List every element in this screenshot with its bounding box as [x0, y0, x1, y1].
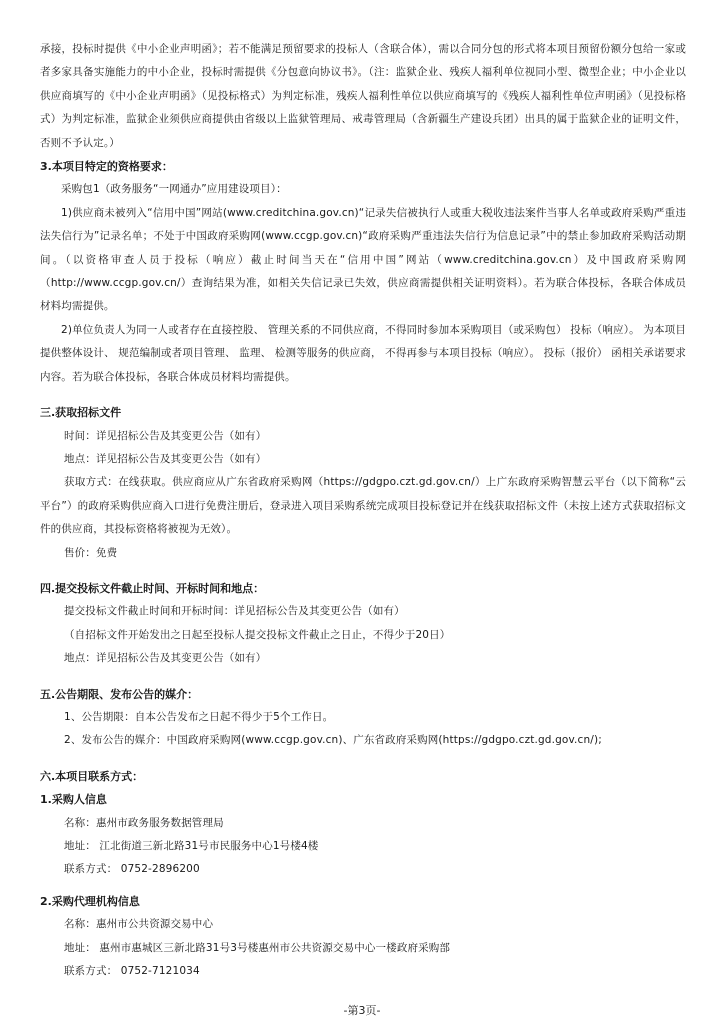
intro-paragraph: 承接，投标时提供《中小企业声明函》；若不能满足预留要求的投标人（含联合体），需以合同分包的形式将本项目预留份额分包给一家或者多家具备实施能力的中小企业，投标时需提供《分包意向协议书》。（注：监狱企业、残疾人福利单位视同小型、微型企业；中小企业以供应商填写的《中小企业声明函》（见投标格式）为判定标准，残疾人福利性单位以供应商填写的《残疾人福利性单位声明函》（见投标格式）为判定标准，监狱企业须供应商提供由省级以上监狱管理局、戒毒管理局（含新疆生产建设兵团）出具的属于监狱企业的证明文件，否则不予认定。） [40, 43, 686, 149]
buyer-phone: 联系方式： 0752-2896200 [64, 863, 200, 876]
requirement-1: 1)供应商未被列入“信用中国”网站(www.creditchina.gov.cn)“记录失信被执行人或重大税收违法案件当事人名单或政府采购严重违法失信行为”记录名单；不处于中国政府采购网(www.ccgp.gov.cn)“政府采购严重违法失信行为信息记录”中的禁止参加政府采购活动期间。（以资格审查人员于投标（响应）截止时间当天在“信用中国”网站（www.creditchina.gov.cn）及中国政府采购网（http://www.ccgp.gov.cn/）查询结果为准，如相关失信记录已失效，供应商需提供相关证明资料）。若为联合体投标，各联合体成员材料均需提供。 [40, 206, 686, 313]
agency-phone: 联系方式： 0752-7121034 [64, 965, 200, 978]
deadline-time: 提交投标文件截止时间和开标时间：详见招标公告及其变更公告（如有） [64, 605, 405, 618]
contact-heading: 六.本项目联系方式： [40, 769, 144, 783]
section-3-heading: 3.本项目特定的资格要求： [40, 160, 173, 174]
obtain-docs-heading: 三.获取招标文件 [40, 406, 122, 420]
obtain-method: 获取方式：在线获取。供应商应从广东省政府采购网（https://gdgpo.czt.gd.gov.cn/）上广东政府采购智慧云平台（以下简称“云平台”）的政府采购供应商入口进行免费注册后，登录进入项目采购系统完成项目投标登记并在线获取招标文件（未按上述方式获取招标文件的供应商，其投标资格将被视为无效）。 [40, 476, 686, 536]
notice-period: 1、公告期限：自本公告发布之日起不得少于5个工作日。 [64, 710, 334, 723]
page-content [40, 38, 686, 983]
agency-name: 名称：惠州市公共资源交易中心 [64, 918, 214, 931]
requirement-2: 2)单位负责人为同一人或者存在直接控股、 管理关系的不同供应商，不得同时参加本采购项目（或采购包） 投标（响应）。 为本项目提供整体设计、 规范编制或者项目管理、 监理、 检测等服务的供应商， 不得再参与本项目投标（响应）。 投标（报价） 函相关承诺要求内容。若为联合体投标，各联合体成员材料均需提供。 [40, 323, 686, 383]
buyer-heading: 1.采购人信息 [40, 793, 107, 807]
deadline-place: 地点：详见招标公告及其变更公告（如有） [64, 652, 267, 665]
page-number: -第3页- [343, 1004, 381, 1017]
obtain-price: 售价：免费 [64, 546, 118, 559]
obtain-time: 时间：详见招标公告及其变更公告（如有） [64, 429, 267, 442]
deadline-heading: 四.提交投标文件截止时间、开标时间和地点： [40, 581, 265, 595]
notice-heading: 五.公告期限、发布公告的媒介： [40, 687, 199, 701]
notice-media: 2、发布公告的媒介：中国政府采购网(www.ccgp.gov.cn)、广东省政府采购网(https://gdgpo.czt.gd.gov.cn/); [64, 734, 602, 747]
agency-address: 地址： 惠州市惠城区三新北路31号3号楼惠州市公共资源交易中心一楼政府采购部 [64, 941, 451, 954]
obtain-place: 地点：详见招标公告及其变更公告（如有） [64, 452, 267, 465]
buyer-address: 地址： 江北街道三新北路31号市民服务中心1号楼4楼 [64, 840, 319, 852]
buyer-name: 名称：惠州市政务服务数据管理局 [64, 816, 224, 829]
package-label: 采购包1（政务服务“一网通办”应用建设项目）： [61, 183, 287, 196]
agency-heading: 2.采购代理机构信息 [40, 894, 140, 908]
deadline-note: （自招标文件开始发出之日起至投标人提交投标文件截止之日止，不得少于20日） [64, 628, 451, 641]
